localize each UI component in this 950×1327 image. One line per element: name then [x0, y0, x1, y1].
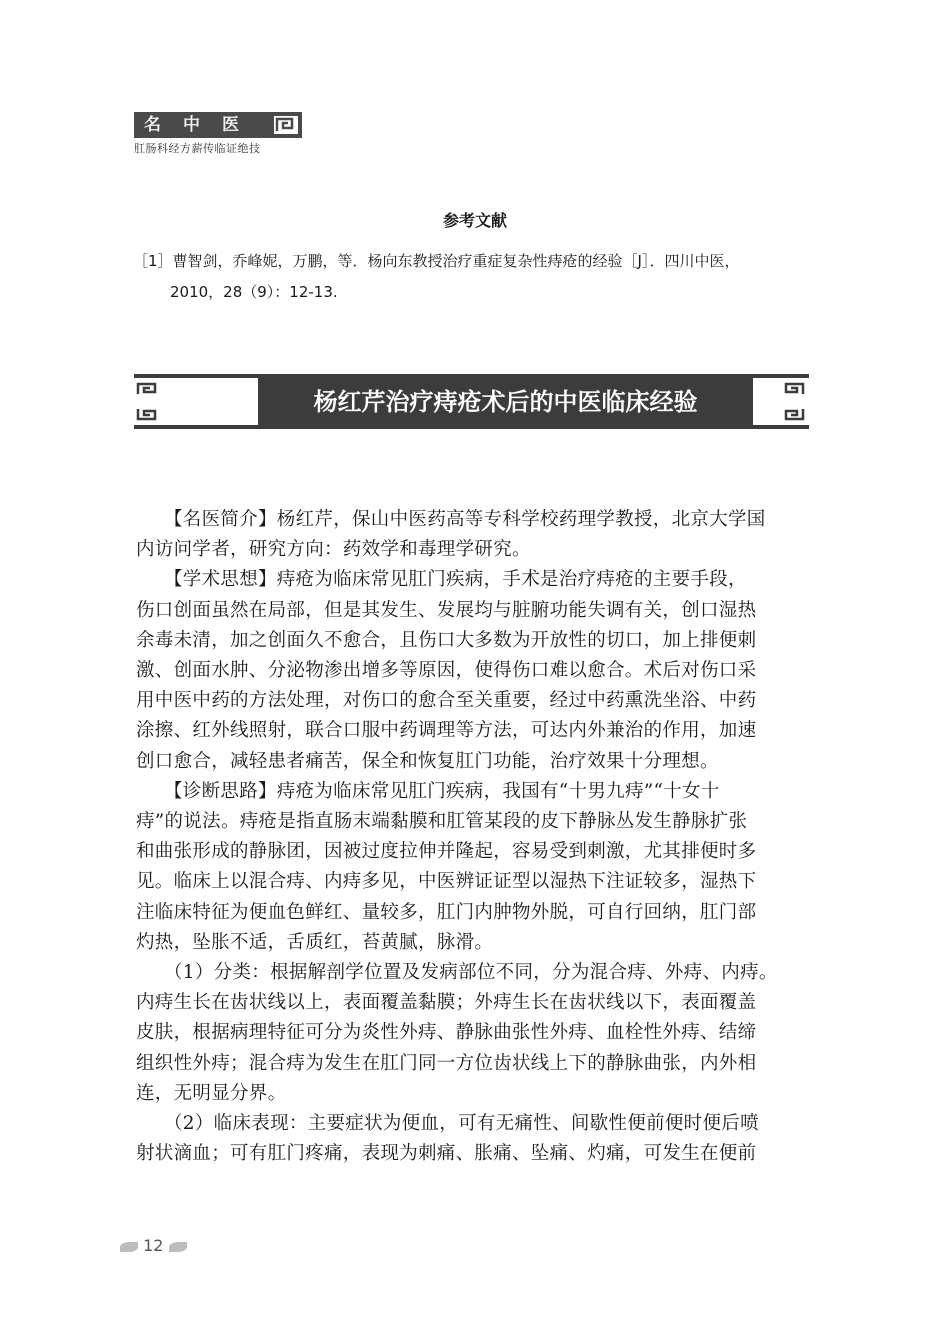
text-line: 涂擦、红外线照射，联合口服中药调理等方法，可达内外兼治的作用，加速	[136, 720, 757, 742]
references-heading: 参考文献	[442, 211, 507, 230]
page-number: 12	[143, 1236, 164, 1255]
text-line: （1）分类：根据解剖学位置及发病部位不同，分为混合痔、外痔、内痔。	[164, 962, 778, 984]
reference-item: ［1］曹智剑，乔峰妮，万鹏，等．杨向东教授治疗重症复杂性痔疮的经验［J］．四川中医，	[133, 252, 740, 270]
article-title: 杨红芹治疗痔疮术后的中医临床经验	[313, 387, 698, 416]
text-line: 见。临床上以混合痔、内痔多见，中医辨证证型以湿热下注证较多，湿热下	[136, 871, 757, 893]
logo-text: 名中医	[144, 115, 261, 135]
book-logo	[134, 112, 302, 138]
text-line: 灼热，坠胀不适，舌质红，苔黄腻，脉滑。	[136, 931, 494, 953]
text-line: 注临床特征为便血色鲜红、量较多，肛门内肿物外脱，可自行回纳，肛门部	[136, 901, 757, 923]
text-line: 【学术思想】痔疮为临床常见肛门疾病，手术是治疗痔疮的主要手段，	[164, 569, 747, 591]
text-line: 余毒未清，加之创面久不愈合，且伤口大多数为开放性的切口，加上排便刺	[136, 629, 757, 651]
page-folio	[120, 1236, 187, 1255]
fret-ornament-icon	[783, 407, 805, 421]
text-line: 【名医简介】杨红芹，保山中医药高等专科学校药理学教授，北京大学国	[164, 509, 766, 530]
logo-subtitle: 肛肠科经方薪传临证绝技	[134, 142, 261, 155]
text-line: 用中医中药的方法处理，对伤口的愈合至关重要，经过中药熏洗坐浴、中药	[136, 690, 757, 712]
text-line: 激、创面水肿、分泌物渗出增多等原因，使得伤口难以愈合。术后对伤口采	[136, 660, 757, 682]
text-line: 皮肤，根据病理特征可分为炎性外痔、静脉曲张性外痔、血栓性外痔、结缔	[136, 1022, 757, 1044]
text-line: 内痔生长在齿状线以上，表面覆盖黏膜；外痔生长在齿状线以下，表面覆盖	[136, 992, 757, 1014]
text-line: （2）临床表现：主要症状为便血，可有无痛性、间歇性便前便时便后喷	[164, 1113, 759, 1135]
text-line: 射状滴血；可有肛门疼痛，表现为刺痛、胀痛、坠痛、灼痛，可发生在便前	[136, 1143, 757, 1165]
text-line: 痔”的说法。痔疮是指直肠末端黏膜和肛管某段的皮下静脉丛发生静脉扩张	[136, 811, 748, 833]
fret-ornament-icon	[136, 382, 158, 396]
leaf-ornament-icon	[169, 1242, 187, 1252]
fret-ornament-icon	[136, 407, 158, 421]
text-line: 【诊断思路】痔疮为临床常见肛门疾病，我国有“十男九痔”“十女十	[164, 780, 720, 802]
leaf-ornament-icon	[120, 1242, 138, 1252]
text-line: 连，无明显分界。	[136, 1082, 287, 1104]
body-text	[136, 505, 810, 1169]
text-line: 创口愈合，减轻患者痛苦，保全和恢复肛门功能，治疗效果十分理想。	[136, 750, 719, 772]
fret-ornament-icon	[274, 116, 298, 134]
article-title-banner	[134, 374, 809, 429]
text-line: 和曲张形成的静脉团，因被过度拉伸并隆起，容易受到刺激，尤其排便时多	[136, 841, 757, 863]
text-line: 内访问学者，研究方向：药效学和毒理学研究。	[136, 539, 531, 561]
fret-ornament-icon	[783, 382, 805, 396]
text-line: 伤口创面虽然在局部，但是其发生、发展均与脏腑功能失调有关，创口湿热	[136, 599, 757, 621]
text-line: 组织性外痔；混合痔为发生在肛门同一方位齿状线上下的静脉曲张，内外相	[136, 1052, 757, 1074]
reference-item-continued: 2010，28（9）：12-13.	[170, 283, 338, 301]
